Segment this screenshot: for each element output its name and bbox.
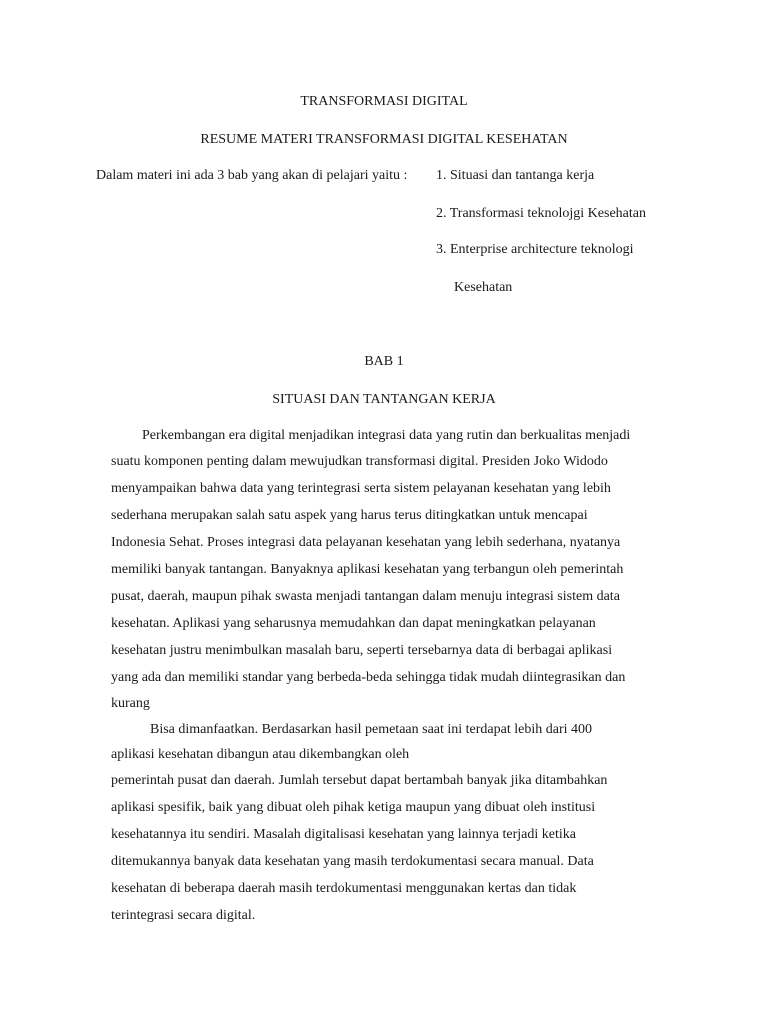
paragraph-line: memiliki banyak tantangan. Banyaknya aplikasi kesehatan yang terbangun oleh pemerintah — [111, 562, 624, 577]
paragraph-line: pusat, daerah, maupun pihak swasta menjadi tantangan dalam menuju integrasi sistem data — [111, 589, 620, 604]
paragraph-line: ditemukannya banyak data kesehatan yang masih terdokumentasi secara manual. Data — [111, 854, 594, 869]
paragraph-line: kurang — [111, 696, 150, 711]
paragraph-line: Perkembangan era digital menjadikan integrasi data yang rutin dan berkualitas menjadi — [142, 428, 631, 443]
paragraph-line: aplikasi kesehatan dibangun atau dikembangkan oleh — [111, 747, 410, 762]
paragraph-line: suatu komponen penting dalam mewujudkan transformasi digital. Presiden Joko Widodo — [111, 454, 608, 469]
paragraph-line: terintegrasi secara digital. — [111, 908, 256, 923]
paragraph-line: kesehatan di beberapa daerah masih terdokumentasi menggunakan kertas dan tidak — [111, 881, 577, 896]
chapter-heading: SITUASI DAN TANTANGAN KERJA — [272, 392, 496, 407]
document-subtitle: RESUME MATERI TRANSFORMASI DIGITAL KESEHATAN — [200, 132, 568, 147]
paragraph-line: yang ada dan memiliki standar yang berbeda-beda sehingga tidak mudah diintegrasikan dan — [111, 670, 626, 685]
paragraph-line: Bisa dimanfaatkan. Berdasarkan hasil pemetaan saat ini terdapat lebih dari 400 — [150, 722, 593, 737]
intro-item: 2. Transformasi teknolojgi Kesehatan — [436, 206, 646, 221]
intro-item: Kesehatan — [454, 280, 513, 295]
paragraph-line: pemerintah pusat dan daerah. Jumlah tersebut dapat bertambah banyak jika ditambahkan — [111, 773, 608, 788]
paragraph-line: kesehatan. Aplikasi yang seharusnya memudahkan dan dapat meningkatkan pelayanan — [111, 616, 596, 631]
intro-item: 3. Enterprise architecture teknologi — [436, 242, 634, 257]
document-title: TRANSFORMASI DIGITAL — [300, 94, 468, 109]
intro-item: 1. Situasi dan tantanga kerja — [436, 168, 595, 183]
chapter-number: BAB 1 — [364, 354, 404, 369]
paragraph-line: aplikasi spesifik, baik yang dibuat oleh pihak ketiga maupun yang dibuat oleh institusi — [111, 800, 596, 815]
paragraph-line: menyampaikan bahwa data yang terintegrasi serta sistem pelayanan kesehatan yang lebih — [111, 481, 611, 496]
intro-lead: Dalam materi ini ada 3 bab yang akan di pelajari yaitu : — [96, 168, 408, 183]
paragraph-line: kesehatannya itu sendiri. Masalah digitalisasi kesehatan yang lainnya terjadi ketika — [111, 827, 576, 842]
paragraph-line: Indonesia Sehat. Proses integrasi data pelayanan kesehatan yang lebih sederhana, nyatanya — [111, 535, 621, 550]
paragraph-line: sederhana merupakan salah satu aspek yang harus terus ditingkatkan untuk mencapai — [111, 508, 588, 523]
paragraph-line: kesehatan justru menimbulkan masalah baru, seperti tersebarnya data di berbagai aplikasi — [111, 643, 613, 658]
